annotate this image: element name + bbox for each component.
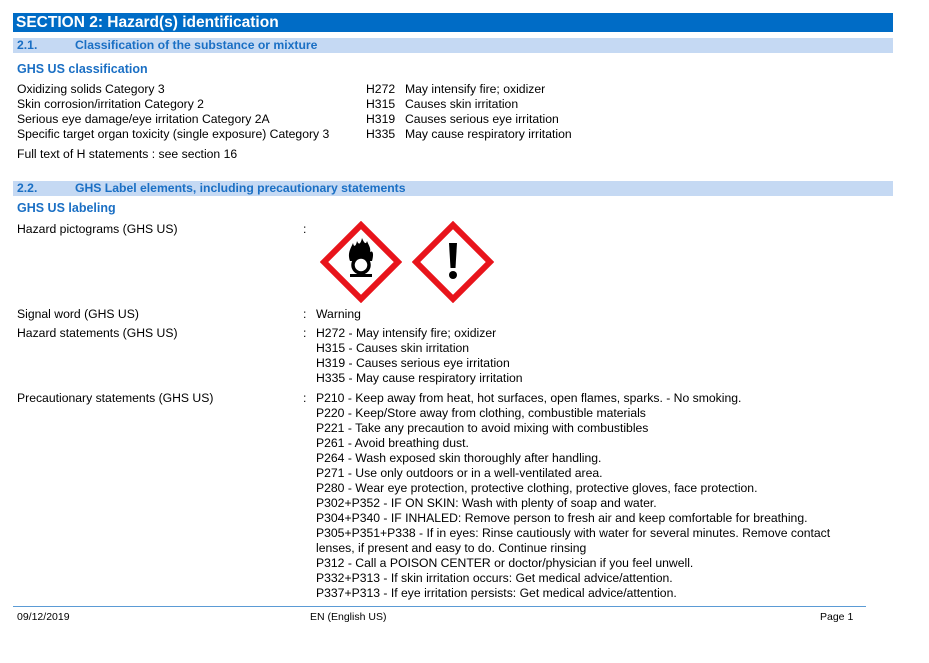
precautionary-statement: P305+P351+P338 - If in eyes: Rinse cautiously with water for several minutes. Remove contact <box>316 526 831 540</box>
precautionary-statements-list <box>316 391 830 601</box>
precautionary-statement: P280 - Wear eye protection, protective clothing, protective gloves, face protection. <box>316 481 758 495</box>
hazard-text: May intensify fire; oxidizer <box>405 82 546 96</box>
flame-over-circle-icon <box>320 221 402 303</box>
hazard-code: H335 <box>366 127 396 141</box>
precautionary-statement: P271 - Use only outdoors or in a well-ventilated area. <box>316 466 603 480</box>
ghs-classification-heading: GHS US classification <box>17 62 148 76</box>
hazard-text: Causes skin irritation <box>405 97 519 111</box>
colon: : <box>303 222 307 236</box>
footer-date: 09/12/2019 <box>17 611 70 623</box>
hazard-code: H272 <box>366 82 396 96</box>
classification-category: Oxidizing solids Category 3 <box>17 82 165 96</box>
exclamation-mark-icon <box>412 221 494 303</box>
hazard-code: H315 <box>366 97 396 111</box>
precautionary-statement: P221 - Take any precaution to avoid mixing with combustibles <box>316 421 649 435</box>
precautionary-statement: P210 - Keep away from heat, hot surfaces, open flames, sparks. - No smoking. <box>316 391 742 405</box>
subsection-title: Classification of the substance or mixture <box>75 38 318 52</box>
subsection-number: 2.1. <box>17 38 38 52</box>
colon: : <box>303 326 307 340</box>
hazard-statement: H315 - Causes skin irritation <box>316 341 470 355</box>
full-text-note: Full text of H statements : see section 16 <box>17 147 238 161</box>
colon: : <box>303 391 307 405</box>
hazard-statement: H272 - May intensify fire; oxidizer <box>316 326 497 340</box>
classification-category: Serious eye damage/eye irritation Category 2A <box>17 112 270 126</box>
precautionary-statement: P337+P313 - If eye irritation persists: Get medical advice/attention. <box>316 586 677 600</box>
hazard-text: Causes serious eye irritation <box>405 112 559 126</box>
precautionary-statement: P261 - Avoid breathing dust. <box>316 436 469 450</box>
section-title: SECTION 2: Hazard(s) identification <box>16 14 279 31</box>
precautionary-statement: P220 - Keep/Store away from clothing, combustible materials <box>316 406 646 420</box>
subsection-title: GHS Label elements, including precautionary statements <box>75 181 406 195</box>
ghs-labeling-heading: GHS US labeling <box>17 201 116 215</box>
precautionary-statement: P304+P340 - IF INHALED: Remove person to fresh air and keep comfortable for breathing. <box>316 511 808 525</box>
precautionary-statement: P302+P352 - IF ON SKIN: Wash with plenty of soap and water. <box>316 496 657 510</box>
precautionary-statement-continuation: lenses, if present and easy to do. Continue rinsing <box>316 541 587 555</box>
footer-divider <box>13 606 866 607</box>
colon: : <box>303 307 307 321</box>
precautionary-statement: P264 - Wash exposed skin thoroughly after handling. <box>316 451 602 465</box>
hazard-statements-label: Hazard statements (GHS US) <box>17 326 178 340</box>
precautionary-statements-label: Precautionary statements (GHS US) <box>17 391 214 405</box>
precautionary-statement: P332+P313 - If skin irritation occurs: Get medical advice/attention. <box>316 571 673 585</box>
footer-page: Page 1 <box>820 611 854 623</box>
hazard-text: May cause respiratory irritation <box>405 127 572 141</box>
subsection-number: 2.2. <box>17 181 38 195</box>
precautionary-statement: P312 - Call a POISON CENTER or doctor/physician if you feel unwell. <box>316 556 694 570</box>
classification-category: Skin corrosion/irritation Category 2 <box>17 97 204 111</box>
hazard-code: H319 <box>366 112 396 126</box>
hazard-statements-list <box>316 326 523 386</box>
pictograms-label: Hazard pictograms (GHS US) <box>17 222 178 236</box>
hazard-statement: H319 - Causes serious eye irritation <box>316 356 510 370</box>
signal-word: Warning <box>316 307 361 321</box>
signal-word-label: Signal word (GHS US) <box>17 307 139 321</box>
hazard-statement: H335 - May cause respiratory irritation <box>316 371 523 385</box>
footer-language: EN (English US) <box>310 611 387 623</box>
classification-category: Specific target organ toxicity (single exposure) Category 3 <box>17 127 330 141</box>
